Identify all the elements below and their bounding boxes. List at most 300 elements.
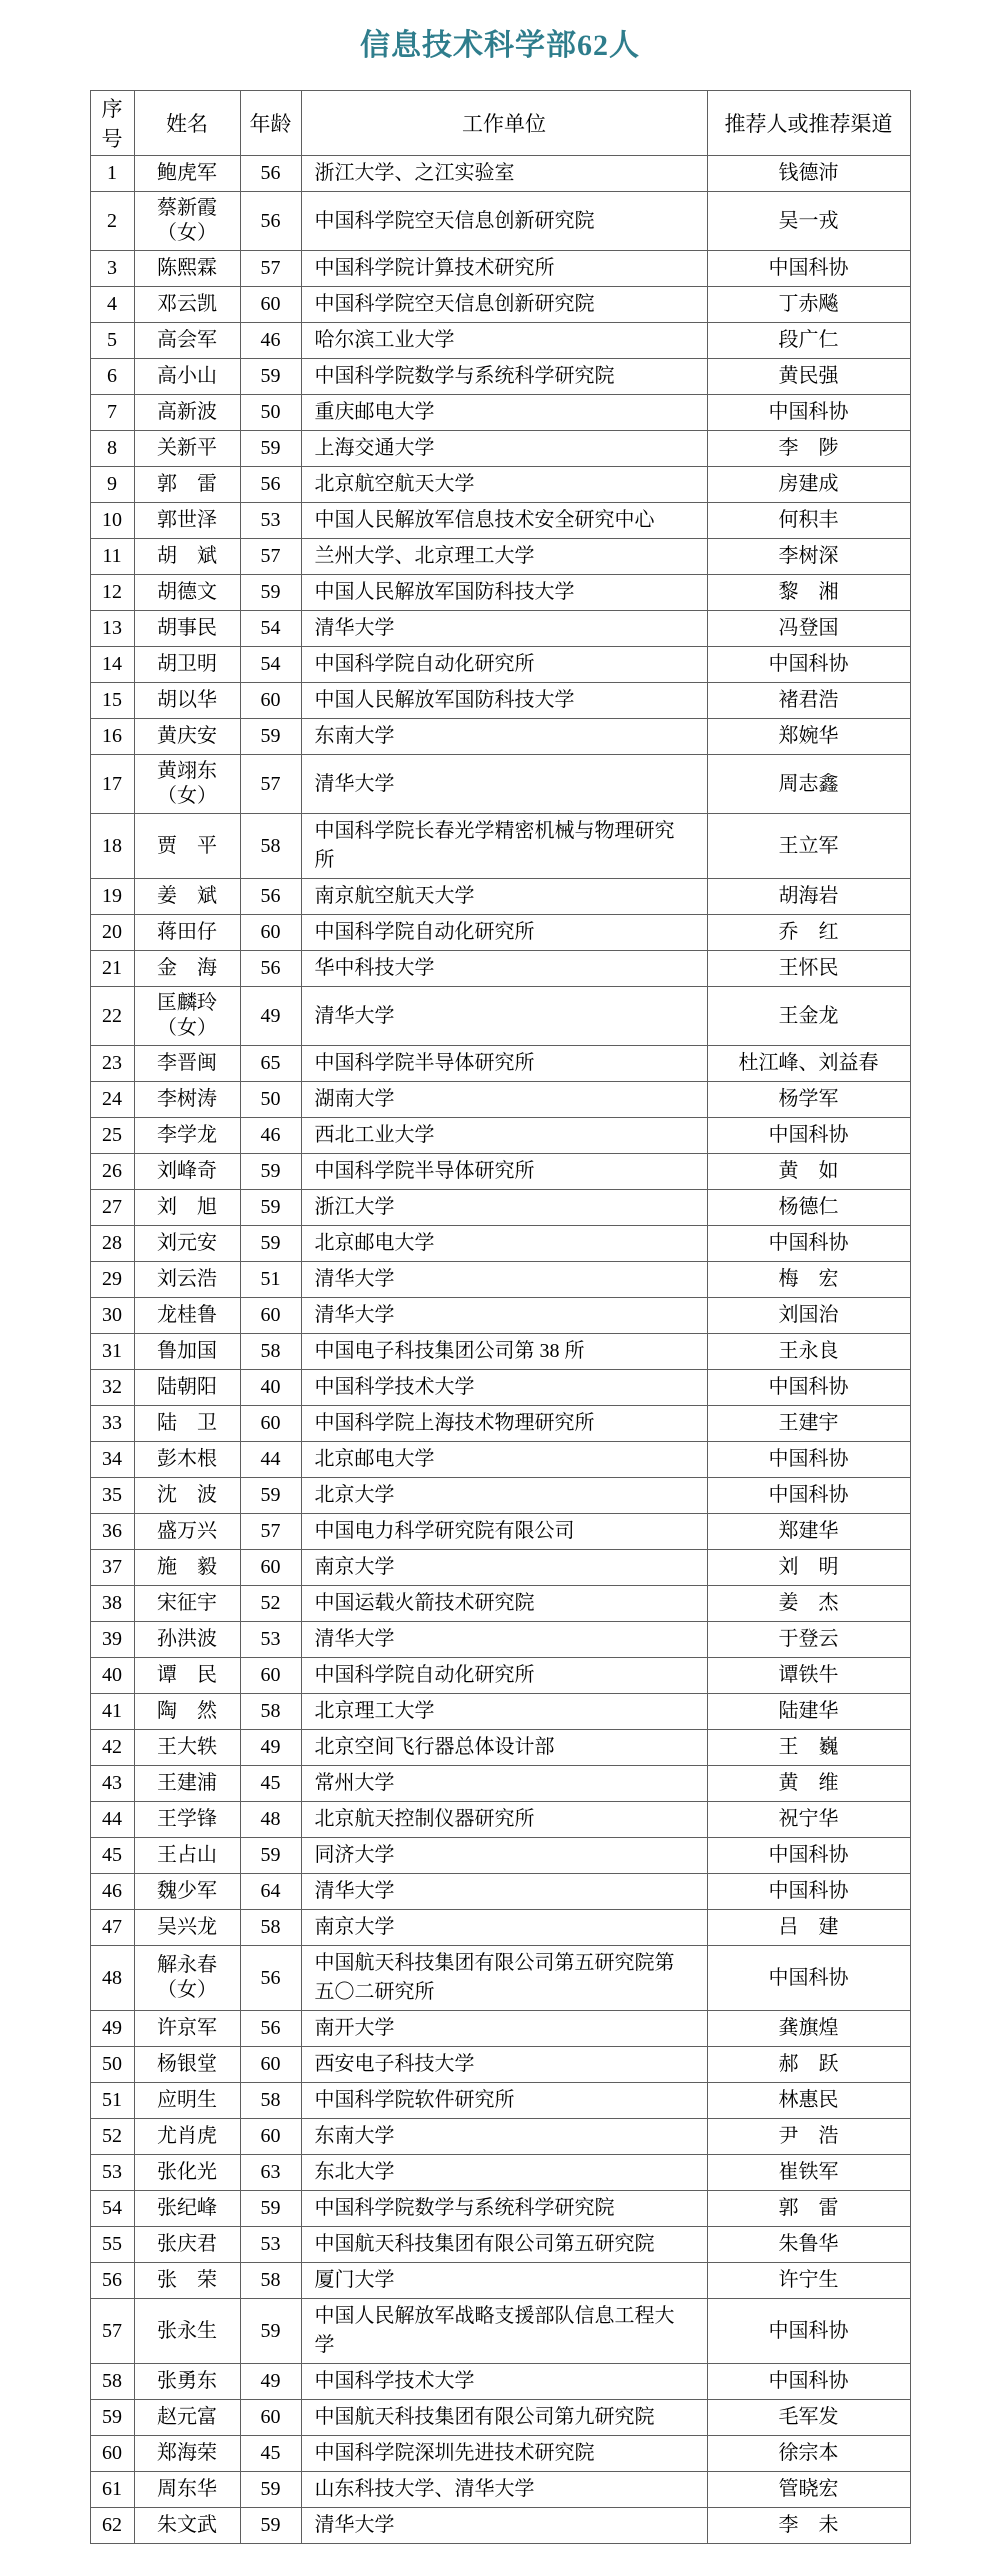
table-row <box>90 1874 910 1910</box>
cell-recommender: 中国科协 <box>707 1874 910 1910</box>
cell-serial-number: 13 <box>90 611 134 647</box>
table-row <box>90 1262 910 1298</box>
cell-recommender: 崔铁军 <box>707 2155 910 2191</box>
table-row <box>90 2472 910 2508</box>
cell-serial-number: 18 <box>90 814 134 879</box>
cell-name: 王建浦 <box>134 1766 240 1802</box>
cell-work-unit: 常州大学 <box>301 1766 707 1802</box>
cell-name: 盛万兴 <box>134 1514 240 1550</box>
cell-work-unit: 中国人民解放军国防科技大学 <box>301 683 707 719</box>
table-body <box>90 156 910 2544</box>
cell-age: 46 <box>240 323 301 359</box>
cell-age: 58 <box>240 1694 301 1730</box>
header-cell: 推荐人或推荐渠道 <box>707 91 910 156</box>
cell-work-unit: 中国科学院半导体研究所 <box>301 1154 707 1190</box>
table-row <box>90 879 910 915</box>
cell-age: 59 <box>240 2191 301 2227</box>
cell-work-unit: 中国科学院计算技术研究所 <box>301 251 707 287</box>
cell-work-unit: 南京大学 <box>301 1550 707 1586</box>
cell-recommender: 王永良 <box>707 1334 910 1370</box>
table-row <box>90 323 910 359</box>
cell-recommender: 中国科协 <box>707 647 910 683</box>
cell-serial-number: 35 <box>90 1478 134 1514</box>
cell-work-unit: 中国科学院长春光学精密机械与物理研究所 <box>301 814 707 879</box>
cell-recommender: 段广仁 <box>707 323 910 359</box>
cell-name: 鲍虎军 <box>134 156 240 192</box>
header-cell: 序号 <box>90 91 134 156</box>
cell-recommender: 中国科协 <box>707 251 910 287</box>
cell-name: 胡 斌 <box>134 539 240 575</box>
cell-work-unit: 中国科学院上海技术物理研究所 <box>301 1406 707 1442</box>
cell-recommender: 祝宁华 <box>707 1802 910 1838</box>
table-row <box>90 1766 910 1802</box>
cell-name: 应明生 <box>134 2083 240 2119</box>
table-row <box>90 2299 910 2364</box>
table-row <box>90 647 910 683</box>
cell-age: 60 <box>240 1550 301 1586</box>
cell-name: 张永生 <box>134 2299 240 2364</box>
cell-name: 龙桂鲁 <box>134 1298 240 1334</box>
cell-work-unit: 北京航空航天大学 <box>301 467 707 503</box>
cell-age: 50 <box>240 395 301 431</box>
table-row <box>90 755 910 814</box>
cell-age: 59 <box>240 575 301 611</box>
cell-age: 60 <box>240 683 301 719</box>
cell-recommender: 徐宗本 <box>707 2436 910 2472</box>
cell-name: 高小山 <box>134 359 240 395</box>
cell-work-unit: 中国科学院自动化研究所 <box>301 915 707 951</box>
cell-age: 64 <box>240 1874 301 1910</box>
cell-recommender: 中国科协 <box>707 1478 910 1514</box>
table-row <box>90 1442 910 1478</box>
cell-name: 胡事民 <box>134 611 240 647</box>
cell-work-unit: 中国科学院自动化研究所 <box>301 647 707 683</box>
table-row <box>90 719 910 755</box>
cell-serial-number: 2 <box>90 192 134 251</box>
cell-age: 58 <box>240 1910 301 1946</box>
cell-work-unit: 中国航天科技集团有限公司第五研究院 <box>301 2227 707 2263</box>
table-row <box>90 359 910 395</box>
cell-recommender: 谭铁牛 <box>707 1658 910 1694</box>
cell-serial-number: 62 <box>90 2508 134 2544</box>
cell-work-unit: 清华大学 <box>301 1874 707 1910</box>
cell-work-unit: 清华大学 <box>301 987 707 1046</box>
table-row <box>90 1586 910 1622</box>
cell-recommender: 李 未 <box>707 2508 910 2544</box>
cell-serial-number: 55 <box>90 2227 134 2263</box>
cell-name: 刘云浩 <box>134 1262 240 1298</box>
cell-serial-number: 51 <box>90 2083 134 2119</box>
cell-work-unit: 清华大学 <box>301 2508 707 2544</box>
table-row <box>90 2263 910 2299</box>
cell-age: 58 <box>240 1334 301 1370</box>
table-row <box>90 1946 910 2011</box>
table-row <box>90 611 910 647</box>
cell-serial-number: 33 <box>90 1406 134 1442</box>
cell-age: 60 <box>240 1298 301 1334</box>
cell-recommender: 杜江峰、刘益春 <box>707 1046 910 1082</box>
table-row <box>90 683 910 719</box>
cell-age: 45 <box>240 2436 301 2472</box>
cell-recommender: 管晓宏 <box>707 2472 910 2508</box>
cell-recommender: 王 巍 <box>707 1730 910 1766</box>
cell-name: 胡德文 <box>134 575 240 611</box>
cell-work-unit: 中国科学院空天信息创新研究院 <box>301 287 707 323</box>
cell-name: 高会军 <box>134 323 240 359</box>
cell-work-unit: 西安电子科技大学 <box>301 2047 707 2083</box>
cell-name: 黄庆安 <box>134 719 240 755</box>
cell-serial-number: 43 <box>90 1766 134 1802</box>
cell-serial-number: 11 <box>90 539 134 575</box>
cell-age: 49 <box>240 987 301 1046</box>
table-row <box>90 2400 910 2436</box>
table-row <box>90 1154 910 1190</box>
cell-name: 孙洪波 <box>134 1622 240 1658</box>
cell-serial-number: 37 <box>90 1550 134 1586</box>
cell-name: 蔡新霞 （女） <box>134 192 240 251</box>
cell-recommender: 刘国治 <box>707 1298 910 1334</box>
cell-recommender: 房建成 <box>707 467 910 503</box>
cell-age: 59 <box>240 2472 301 2508</box>
cell-age: 52 <box>240 1586 301 1622</box>
cell-serial-number: 56 <box>90 2263 134 2299</box>
table-row <box>90 1082 910 1118</box>
cell-age: 58 <box>240 2263 301 2299</box>
cell-name: 陶 然 <box>134 1694 240 1730</box>
cell-name: 许京军 <box>134 2011 240 2047</box>
cell-work-unit: 中国科学技术大学 <box>301 2364 707 2400</box>
candidates-table <box>90 90 911 2544</box>
cell-serial-number: 30 <box>90 1298 134 1334</box>
cell-age: 56 <box>240 2011 301 2047</box>
table-row <box>90 1550 910 1586</box>
cell-work-unit: 中国科学院软件研究所 <box>301 2083 707 2119</box>
cell-serial-number: 9 <box>90 467 134 503</box>
cell-serial-number: 54 <box>90 2191 134 2227</box>
table-row <box>90 987 910 1046</box>
cell-name: 高新波 <box>134 395 240 431</box>
cell-serial-number: 3 <box>90 251 134 287</box>
cell-recommender: 郭 雷 <box>707 2191 910 2227</box>
cell-work-unit: 中国科学院自动化研究所 <box>301 1658 707 1694</box>
cell-name: 李学龙 <box>134 1118 240 1154</box>
cell-age: 57 <box>240 1514 301 1550</box>
cell-name: 施 毅 <box>134 1550 240 1586</box>
cell-work-unit: 重庆邮电大学 <box>301 395 707 431</box>
table-row <box>90 2155 910 2191</box>
cell-name: 陆 卫 <box>134 1406 240 1442</box>
cell-name: 郑海荣 <box>134 2436 240 2472</box>
cell-recommender: 中国科协 <box>707 2299 910 2364</box>
cell-recommender: 郑建华 <box>707 1514 910 1550</box>
cell-name: 刘峰奇 <box>134 1154 240 1190</box>
table-row <box>90 2047 910 2083</box>
cell-work-unit: 清华大学 <box>301 611 707 647</box>
cell-work-unit: 中国科学院数学与系统科学研究院 <box>301 359 707 395</box>
cell-work-unit: 东北大学 <box>301 2155 707 2191</box>
cell-age: 59 <box>240 719 301 755</box>
cell-age: 60 <box>240 2400 301 2436</box>
cell-serial-number: 58 <box>90 2364 134 2400</box>
cell-age: 58 <box>240 2083 301 2119</box>
cell-recommender: 梅 宏 <box>707 1262 910 1298</box>
cell-serial-number: 21 <box>90 951 134 987</box>
cell-name: 李树涛 <box>134 1082 240 1118</box>
cell-work-unit: 北京空间飞行器总体设计部 <box>301 1730 707 1766</box>
cell-name: 陈熙霖 <box>134 251 240 287</box>
cell-work-unit: 山东科技大学、清华大学 <box>301 2472 707 2508</box>
cell-age: 48 <box>240 1802 301 1838</box>
cell-recommender: 王金龙 <box>707 987 910 1046</box>
table-row <box>90 2227 910 2263</box>
cell-recommender: 中国科协 <box>707 2364 910 2400</box>
cell-age: 59 <box>240 1190 301 1226</box>
cell-serial-number: 22 <box>90 987 134 1046</box>
cell-serial-number: 60 <box>90 2436 134 2472</box>
cell-work-unit: 中国运载火箭技术研究院 <box>301 1586 707 1622</box>
table-header-row <box>90 91 910 156</box>
cell-work-unit: 东南大学 <box>301 719 707 755</box>
cell-name: 金 海 <box>134 951 240 987</box>
table-row <box>90 1118 910 1154</box>
cell-serial-number: 14 <box>90 647 134 683</box>
cell-work-unit: 西北工业大学 <box>301 1118 707 1154</box>
cell-recommender: 中国科协 <box>707 1946 910 2011</box>
cell-work-unit: 北京航天控制仪器研究所 <box>301 1802 707 1838</box>
table-row <box>90 467 910 503</box>
table-row <box>90 287 910 323</box>
cell-age: 49 <box>240 1730 301 1766</box>
cell-recommender: 姜 杰 <box>707 1586 910 1622</box>
cell-serial-number: 59 <box>90 2400 134 2436</box>
table-row <box>90 1514 910 1550</box>
cell-serial-number: 38 <box>90 1586 134 1622</box>
cell-name: 沈 波 <box>134 1478 240 1514</box>
table-row <box>90 2083 910 2119</box>
cell-recommender: 郝 跃 <box>707 2047 910 2083</box>
table-row <box>90 1910 910 1946</box>
cell-recommender: 黎 湘 <box>707 575 910 611</box>
cell-serial-number: 12 <box>90 575 134 611</box>
cell-name: 张庆君 <box>134 2227 240 2263</box>
cell-recommender: 钱德沛 <box>707 156 910 192</box>
cell-name: 谭 民 <box>134 1658 240 1694</box>
cell-serial-number: 1 <box>90 156 134 192</box>
header-cell: 年龄 <box>240 91 301 156</box>
cell-work-unit: 上海交通大学 <box>301 431 707 467</box>
cell-name: 宋征宇 <box>134 1586 240 1622</box>
cell-work-unit: 清华大学 <box>301 755 707 814</box>
table-row <box>90 1226 910 1262</box>
cell-age: 54 <box>240 647 301 683</box>
cell-recommender: 胡海岩 <box>707 879 910 915</box>
cell-serial-number: 5 <box>90 323 134 359</box>
cell-age: 59 <box>240 1478 301 1514</box>
cell-name: 胡卫明 <box>134 647 240 683</box>
cell-recommender: 冯登国 <box>707 611 910 647</box>
cell-recommender: 黄 维 <box>707 1766 910 1802</box>
cell-name: 陆朝阳 <box>134 1370 240 1406</box>
cell-age: 53 <box>240 2227 301 2263</box>
table-row <box>90 431 910 467</box>
cell-serial-number: 25 <box>90 1118 134 1154</box>
cell-name: 王大轶 <box>134 1730 240 1766</box>
cell-work-unit: 中国人民解放军信息技术安全研究中心 <box>301 503 707 539</box>
cell-recommender: 王建宇 <box>707 1406 910 1442</box>
cell-age: 54 <box>240 611 301 647</box>
cell-name: 匡麟玲 （女） <box>134 987 240 1046</box>
cell-name: 李晋闽 <box>134 1046 240 1082</box>
cell-name: 蒋田仔 <box>134 915 240 951</box>
cell-work-unit: 中国科学技术大学 <box>301 1370 707 1406</box>
cell-recommender: 王怀民 <box>707 951 910 987</box>
cell-work-unit: 中国航天科技集团有限公司第五研究院第五〇二研究所 <box>301 1946 707 2011</box>
cell-age: 57 <box>240 251 301 287</box>
cell-work-unit: 中国电子科技集团公司第 38 所 <box>301 1334 707 1370</box>
cell-recommender: 乔 红 <box>707 915 910 951</box>
cell-serial-number: 46 <box>90 1874 134 1910</box>
cell-work-unit: 哈尔滨工业大学 <box>301 323 707 359</box>
table-row <box>90 1622 910 1658</box>
cell-serial-number: 16 <box>90 719 134 755</box>
cell-work-unit: 南京航空航天大学 <box>301 879 707 915</box>
table-row <box>90 915 910 951</box>
cell-recommender: 周志鑫 <box>707 755 910 814</box>
cell-recommender: 吴一戎 <box>707 192 910 251</box>
cell-work-unit: 北京邮电大学 <box>301 1226 707 1262</box>
table-row <box>90 1478 910 1514</box>
cell-age: 56 <box>240 192 301 251</box>
cell-age: 60 <box>240 1658 301 1694</box>
cell-work-unit: 中国人民解放军战略支援部队信息工程大学 <box>301 2299 707 2364</box>
cell-serial-number: 6 <box>90 359 134 395</box>
cell-work-unit: 厦门大学 <box>301 2263 707 2299</box>
table-row <box>90 156 910 192</box>
table-row <box>90 1730 910 1766</box>
cell-recommender: 陆建华 <box>707 1694 910 1730</box>
cell-name: 杨银堂 <box>134 2047 240 2083</box>
table-row <box>90 1694 910 1730</box>
cell-recommender: 中国科协 <box>707 1442 910 1478</box>
cell-age: 60 <box>240 2119 301 2155</box>
cell-recommender: 杨德仁 <box>707 1190 910 1226</box>
header-cell: 工作单位 <box>301 91 707 156</box>
cell-recommender: 李 陟 <box>707 431 910 467</box>
cell-age: 56 <box>240 951 301 987</box>
cell-age: 57 <box>240 539 301 575</box>
cell-work-unit: 清华大学 <box>301 1262 707 1298</box>
cell-work-unit: 北京理工大学 <box>301 1694 707 1730</box>
cell-serial-number: 17 <box>90 755 134 814</box>
table-row <box>90 1658 910 1694</box>
cell-recommender: 丁赤飚 <box>707 287 910 323</box>
cell-recommender: 毛军发 <box>707 2400 910 2436</box>
cell-age: 51 <box>240 1262 301 1298</box>
cell-age: 59 <box>240 359 301 395</box>
cell-name: 关新平 <box>134 431 240 467</box>
cell-age: 60 <box>240 1406 301 1442</box>
cell-serial-number: 19 <box>90 879 134 915</box>
cell-serial-number: 36 <box>90 1514 134 1550</box>
cell-age: 59 <box>240 1154 301 1190</box>
cell-age: 59 <box>240 431 301 467</box>
cell-name: 刘 旭 <box>134 1190 240 1226</box>
cell-age: 53 <box>240 1622 301 1658</box>
cell-work-unit: 浙江大学、之江实验室 <box>301 156 707 192</box>
cell-work-unit: 东南大学 <box>301 2119 707 2155</box>
cell-serial-number: 41 <box>90 1694 134 1730</box>
cell-serial-number: 29 <box>90 1262 134 1298</box>
table-row <box>90 2119 910 2155</box>
cell-recommender: 于登云 <box>707 1622 910 1658</box>
cell-work-unit: 南开大学 <box>301 2011 707 2047</box>
cell-recommender: 何积丰 <box>707 503 910 539</box>
cell-serial-number: 50 <box>90 2047 134 2083</box>
header-cell: 姓名 <box>134 91 240 156</box>
cell-name: 张化光 <box>134 2155 240 2191</box>
cell-age: 59 <box>240 1226 301 1262</box>
cell-recommender: 黄 如 <box>707 1154 910 1190</box>
cell-name: 邓云凯 <box>134 287 240 323</box>
cell-recommender: 许宁生 <box>707 2263 910 2299</box>
cell-name: 周东华 <box>134 2472 240 2508</box>
cell-age: 65 <box>240 1046 301 1082</box>
cell-work-unit: 中国航天科技集团有限公司第九研究院 <box>301 2400 707 2436</box>
cell-serial-number: 48 <box>90 1946 134 2011</box>
cell-work-unit: 兰州大学、北京理工大学 <box>301 539 707 575</box>
cell-recommender: 尹 浩 <box>707 2119 910 2155</box>
cell-name: 郭世泽 <box>134 503 240 539</box>
cell-name: 王学锋 <box>134 1802 240 1838</box>
table-row <box>90 1802 910 1838</box>
cell-name: 尤肖虎 <box>134 2119 240 2155</box>
cell-serial-number: 42 <box>90 1730 134 1766</box>
cell-name: 朱文武 <box>134 2508 240 2544</box>
cell-serial-number: 10 <box>90 503 134 539</box>
cell-work-unit: 清华大学 <box>301 1298 707 1334</box>
cell-name: 郭 雷 <box>134 467 240 503</box>
cell-age: 60 <box>240 287 301 323</box>
cell-age: 60 <box>240 915 301 951</box>
table-row <box>90 1298 910 1334</box>
cell-recommender: 郑婉华 <box>707 719 910 755</box>
cell-serial-number: 34 <box>90 1442 134 1478</box>
cell-serial-number: 47 <box>90 1910 134 1946</box>
cell-age: 56 <box>240 1946 301 2011</box>
table-row <box>90 575 910 611</box>
cell-serial-number: 28 <box>90 1226 134 1262</box>
cell-recommender: 朱鲁华 <box>707 2227 910 2263</box>
table-row <box>90 2011 910 2047</box>
cell-work-unit: 中国科学院数学与系统科学研究院 <box>301 2191 707 2227</box>
table-row <box>90 1334 910 1370</box>
cell-serial-number: 4 <box>90 287 134 323</box>
cell-recommender: 林惠民 <box>707 2083 910 2119</box>
cell-recommender: 黄民强 <box>707 359 910 395</box>
cell-recommender: 中国科协 <box>707 1370 910 1406</box>
cell-serial-number: 23 <box>90 1046 134 1082</box>
cell-name: 刘元安 <box>134 1226 240 1262</box>
table-row <box>90 2191 910 2227</box>
cell-age: 49 <box>240 2364 301 2400</box>
table-row <box>90 1406 910 1442</box>
cell-age: 63 <box>240 2155 301 2191</box>
cell-serial-number: 39 <box>90 1622 134 1658</box>
cell-name: 赵元富 <box>134 2400 240 2436</box>
table-row <box>90 1370 910 1406</box>
cell-name: 张 荣 <box>134 2263 240 2299</box>
cell-age: 46 <box>240 1118 301 1154</box>
